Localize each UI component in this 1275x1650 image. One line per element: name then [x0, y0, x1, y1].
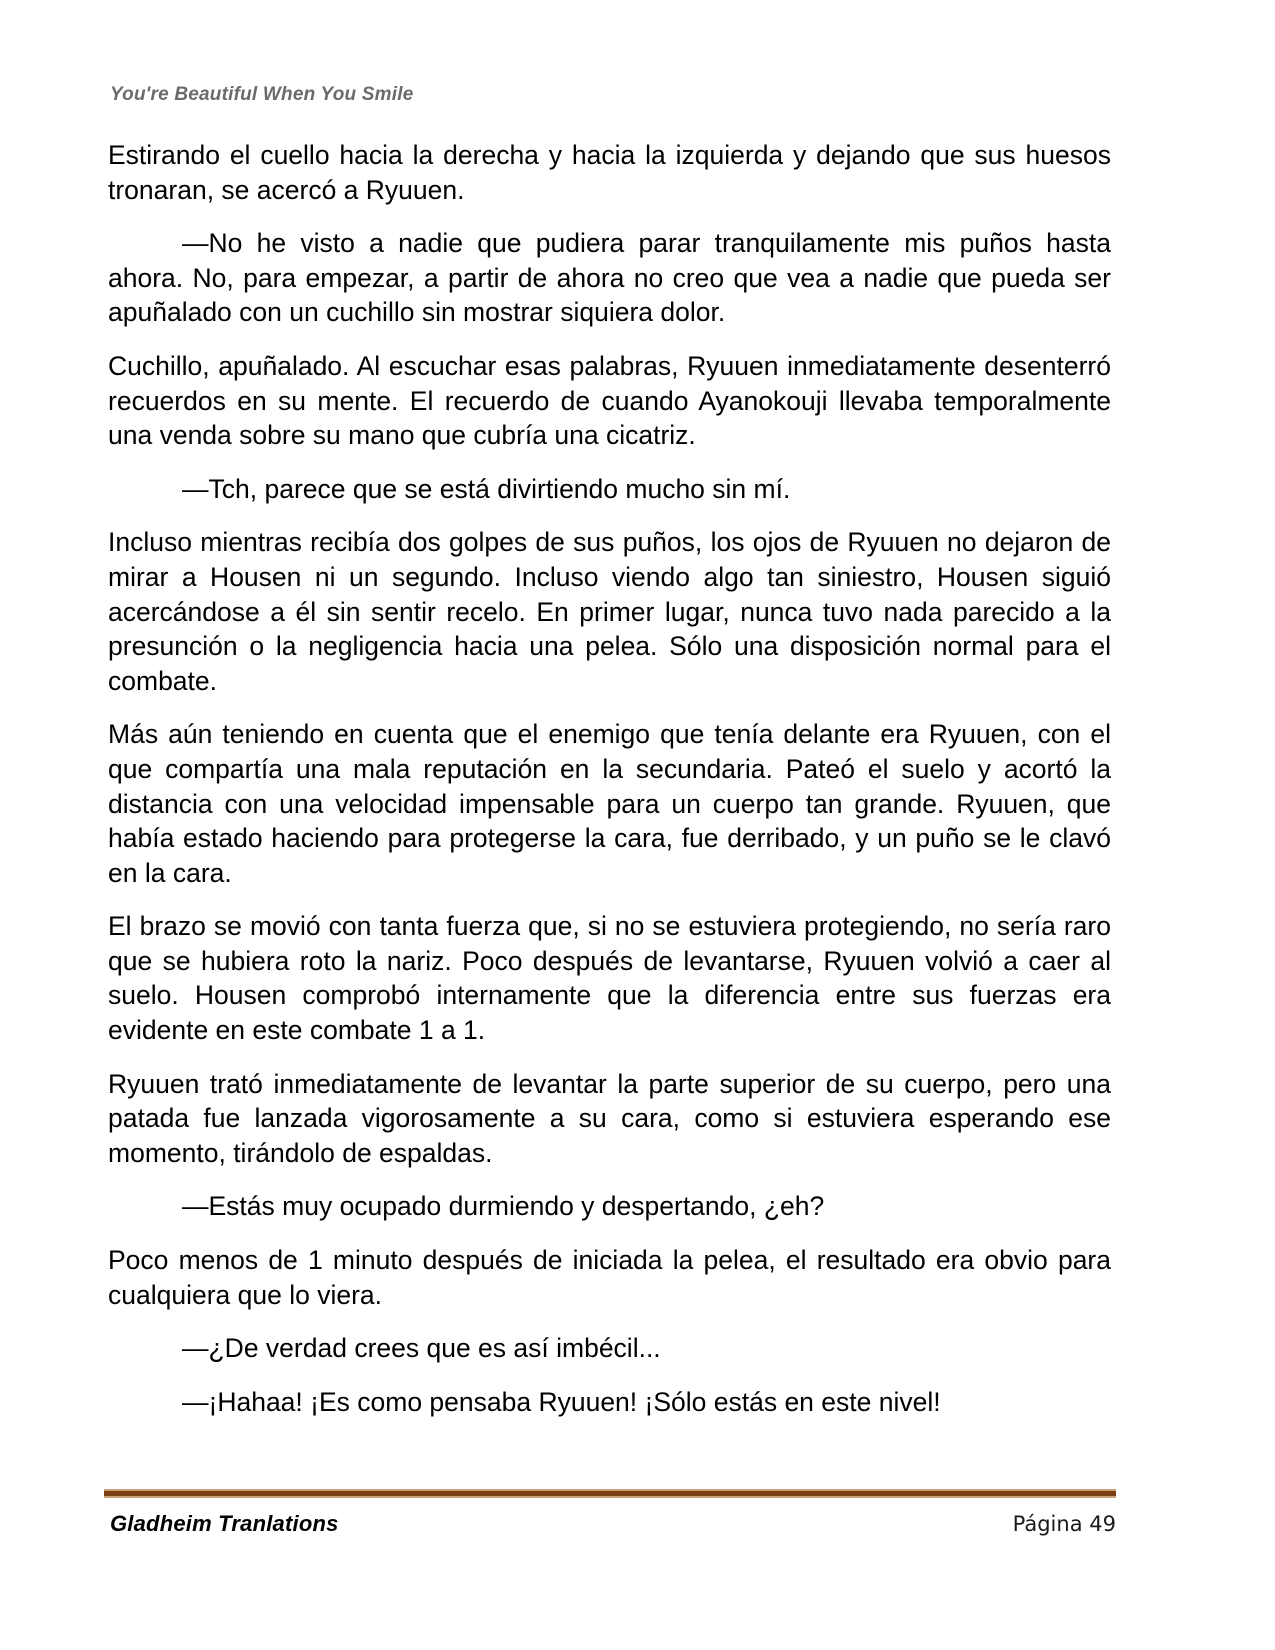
page-header — [110, 84, 1110, 106]
body-paragraph: El brazo se movió con tanta fuerza que, si no se estuviera protegiendo, no sería raro que se hubiera roto la nariz. Poco después de levantarse, Ryuuen volvió a caer al suelo. Housen comprobó internamente que la diferencia entre sus fuerzas era evidente en este combate 1 a 1. — [108, 911, 1111, 1046]
translator-credit: Gladheim Tranlations — [110, 1511, 339, 1536]
footer-divider — [104, 1489, 1116, 1498]
page-label: Página — [1012, 1512, 1083, 1536]
footer-rule-bottom — [104, 1496, 1116, 1498]
page-footer — [104, 1489, 1116, 1537]
dialogue-paragraph: —Tch, parece que se está divirtiendo mucho sin mí. — [182, 473, 791, 504]
page-number-group — [1013, 1512, 1116, 1536]
dialogue-paragraph: —¿De verdad crees que es así imbécil... — [182, 1333, 661, 1364]
footer-row — [104, 1511, 1116, 1537]
body-paragraph: Incluso mientras recibía dos golpes de sus puños, los ojos de Ryuuen no dejaron de mirar a Housen ni un segundo. Incluso viendo algo tan siniestro, Housen siguió acercándose a él sin sentir recelo. En primer lugar, nunca tuvo nada parecido a la presunción o la negligencia hacia una pelea. Sólo una disposición normal para el combate. — [108, 527, 1111, 696]
body-paragraph: Poco menos de 1 minuto después de iniciada la pelea, el resultado era obvio para cualquiera que lo viera. — [108, 1245, 1111, 1310]
dialogue-paragraph: —Estás muy ocupado durmiendo y despertando, ¿eh? — [182, 1191, 825, 1222]
dialogue-paragraph: —¡Hahaa! ¡Es como pensaba Ryuuen! ¡Sólo estás en este nivel! — [182, 1386, 941, 1417]
book-title: You're Beautiful When You Smile — [110, 84, 414, 105]
body-paragraph: Más aún teniendo en cuenta que el enemigo que tenía delante era Ryuuen, con el que compartía una mala reputación en la secundaria. Pateó el suelo y acortó la distancia con una velocidad impensable para un cuerpo tan grande. Ryuuen, que había estado haciendo para protegerse la cara, fue derribado, y un puño se le clavó en la cara. — [108, 719, 1111, 888]
body-paragraph: Estirando el cuello hacia la derecha y hacia la izquierda y dejando que sus huesos tronaran, se acercó a Ryuuen. — [108, 140, 1111, 205]
page-number: 49 — [1089, 1512, 1116, 1536]
body-paragraph: Ryuuen trató inmediatamente de levantar la parte superior de su cuerpo, pero una patada fue lanzada vigorosamente a su cara, como si estuviera esperando ese momento, tirándolo de espaldas. — [108, 1068, 1111, 1168]
body-text-area — [108, 138, 1111, 1419]
body-paragraph: Cuchillo, apuñalado. Al escuchar esas palabras, Ryuuen inmediatamente desenterró recuerdos en su mente. El recuerdo de cuando Ayanokouji llevaba temporalmente una venda sobre su mano que cubría una cicatriz. — [108, 350, 1111, 451]
body-paragraph: —No he visto a nadie que pudiera parar tranquilamente mis puños hasta ahora. No, para empezar, a partir de ahora no creo que vea a nadie que pueda ser apuñalado con un cuchillo sin mostrar siquiera dolor. — [108, 228, 1111, 328]
